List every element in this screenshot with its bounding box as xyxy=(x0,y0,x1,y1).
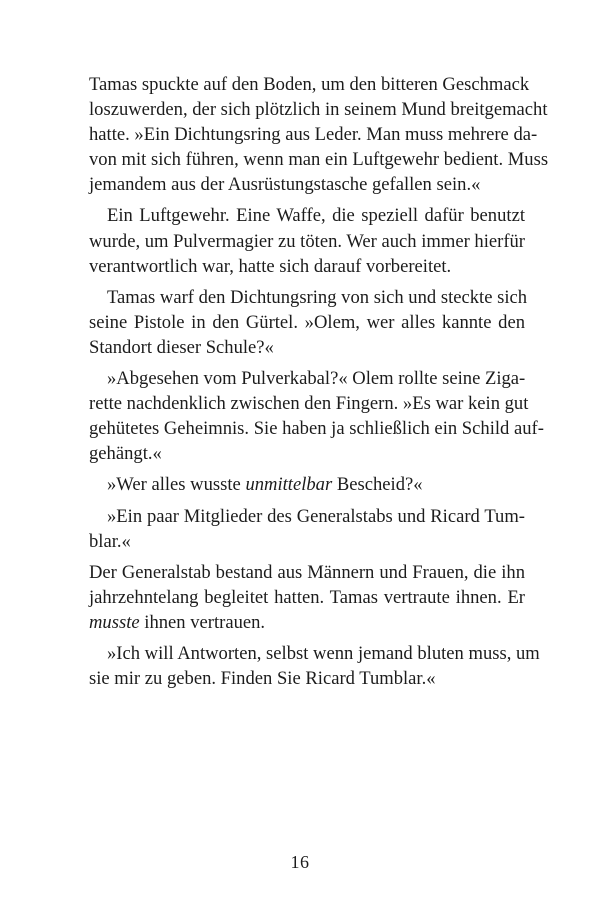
text-line: loszuwerden, der sich plötzlich in seinem Mund breitgemacht xyxy=(89,99,548,121)
text-line: jahrzehntelang begleitet hatten. Tamas vertraute ihnen. Er xyxy=(89,586,525,608)
text-line: »Abgesehen vom Pulverkabal?« Olem rollte seine Ziga- xyxy=(107,368,526,390)
text-run: Bescheid?« xyxy=(332,474,423,496)
text-line: jemandem aus der Ausrüstungstasche gefallen sein.« xyxy=(89,174,481,196)
text-line: von mit sich führen, wenn man ein Luftgewehr bedient. Muss xyxy=(89,149,549,171)
text-line: Ein Luftgewehr. Eine Waffe, die speziell dafür benutzt xyxy=(107,205,525,227)
text-line: gehütetes Geheimnis. Sie haben ja schließlich ein Schild auf- xyxy=(89,418,544,440)
paragraph-8 xyxy=(89,641,540,691)
text-line: »Ein paar Mitglieder des Generalstabs und Ricard Tum- xyxy=(107,505,525,527)
text-line: Standort dieser Schule?« xyxy=(89,336,274,358)
body-text xyxy=(89,72,549,697)
text-line: wurde, um Pulvermagier zu töten. Wer auch immer hierfür xyxy=(89,230,525,252)
text-line: Tamas spuckte auf den Boden, um den bitteren Geschmack xyxy=(89,74,530,95)
text-line: Tamas warf den Dichtungsring von sich und steckte sich xyxy=(107,286,528,308)
paragraph-7 xyxy=(89,560,525,635)
text-line: hatte. »Ein Dichtungsring aus Leder. Man muss mehrere da- xyxy=(89,124,538,146)
paragraph-4 xyxy=(89,366,544,466)
text-line: seine Pistole in den Gürtel. »Olem, wer alles kannte den xyxy=(89,311,525,333)
text-line: verantwortlich war, hatte sich darauf vorbereitet. xyxy=(89,255,452,277)
paragraph-5 xyxy=(89,472,525,497)
text-line: rette nachdenklich zwischen den Fingern. »Es war kein gut xyxy=(89,393,529,415)
paragraph-1 xyxy=(89,72,549,197)
text-line: blar.« xyxy=(89,530,131,552)
emphasis-text: unmittelbar xyxy=(245,474,333,496)
text-line xyxy=(89,472,525,497)
emphasis-text: musste xyxy=(89,611,140,633)
text-line: »Ich will Antworten, selbst wenn jemand bluten muss, um xyxy=(107,642,540,664)
text-run: »Wer alles wusste xyxy=(107,474,246,496)
text-line: Der Generalstab bestand aus Männern und Frauen, die ihn xyxy=(89,561,525,583)
text-line: sie mir zu geben. Finden Sie Ricard Tumblar.« xyxy=(89,668,436,690)
paragraph-2 xyxy=(89,203,525,278)
text-run: ihnen vertrauen. xyxy=(139,611,266,633)
paragraph-3 xyxy=(89,285,528,360)
text-line xyxy=(89,610,525,635)
page-number: 16 xyxy=(290,852,310,872)
text-line: gehängt.« xyxy=(89,443,162,465)
paragraph-6 xyxy=(89,504,525,554)
